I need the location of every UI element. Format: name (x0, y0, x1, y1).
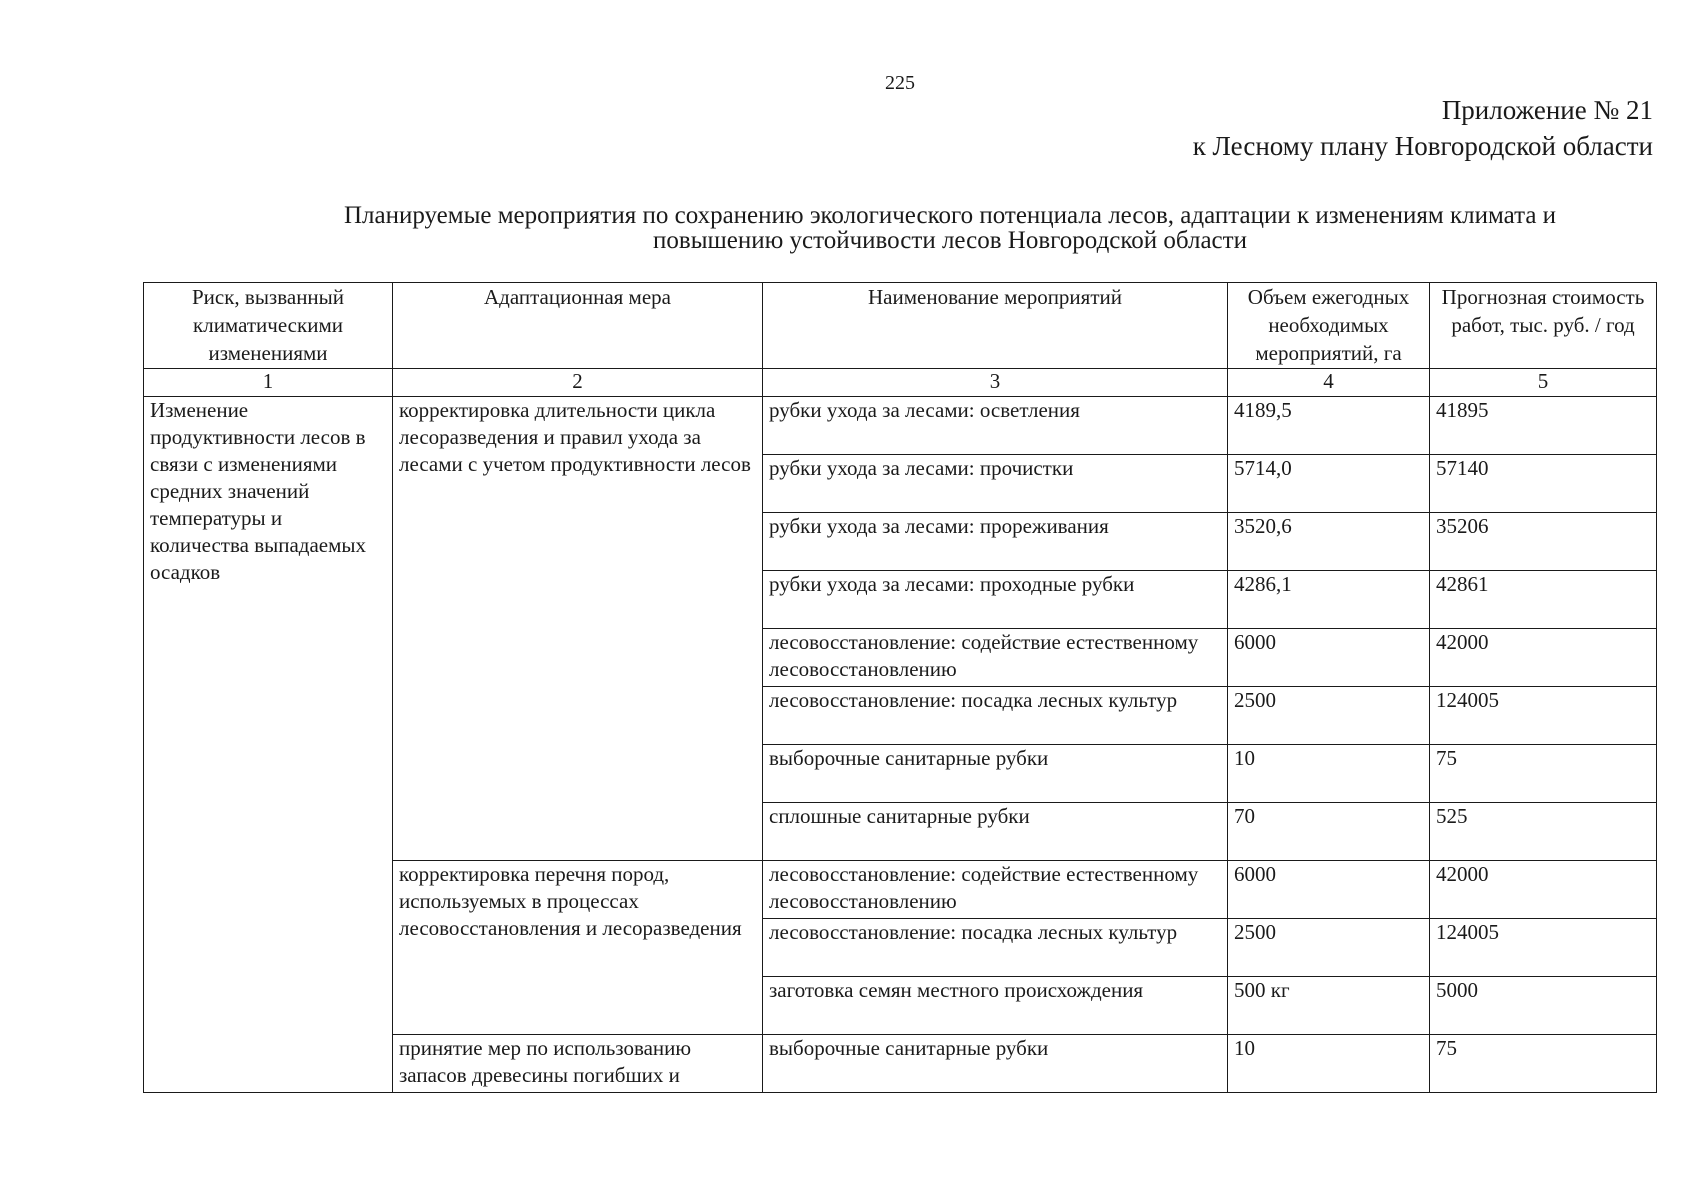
cost-cell: 5000 (1430, 977, 1657, 1035)
table-row (144, 397, 1657, 455)
volume-cell: 4286,1 (1228, 571, 1430, 629)
header-measure: Адаптационная мера (393, 283, 763, 369)
volume-cell: 500 кг (1228, 977, 1430, 1035)
measure-cell: корректировка перечня пород, используемых в процессах лесовосстановления и лесоразведения (393, 861, 763, 1035)
volume-cell: 5714,0 (1228, 455, 1430, 513)
activity-name-cell: рубки ухода за лесами: проходные рубки (763, 571, 1228, 629)
page-number: 225 (885, 72, 915, 94)
volume-cell: 2500 (1228, 687, 1430, 745)
cost-cell: 42000 (1430, 861, 1657, 919)
column-number-row (144, 369, 1657, 397)
volume-cell: 6000 (1228, 861, 1430, 919)
cost-cell: 75 (1430, 745, 1657, 803)
measure-cell: принятие мер по использованию запасов древесины погибших и (393, 1035, 763, 1093)
appendix-number: Приложение № 21 (1441, 95, 1653, 125)
activity-name-cell: лесовосстановление: содействие естественному лесовосстановлению (763, 629, 1228, 687)
cost-cell: 41895 (1430, 397, 1657, 455)
activity-name-cell: рубки ухода за лесами: прочистки (763, 455, 1228, 513)
column-number: 4 (1228, 369, 1430, 397)
volume-cell: 4189,5 (1228, 397, 1430, 455)
appendix-header (1193, 92, 1653, 164)
cost-cell: 124005 (1430, 919, 1657, 977)
column-number: 5 (1430, 369, 1657, 397)
table-header-row (144, 283, 1657, 369)
activity-name-cell: рубки ухода за лесами: осветления (763, 397, 1228, 455)
cost-cell: 42861 (1430, 571, 1657, 629)
header-volume: Объем ежегодных необходимых мероприятий, га (1228, 283, 1430, 369)
risk-cell: Изменение продуктивности лесов в связи с изменениями средних значений температуры и количества выпадаемых осадков (144, 397, 393, 1093)
volume-cell: 2500 (1228, 919, 1430, 977)
activity-name-cell: лесовосстановление: содействие естественному лесовосстановлению (763, 861, 1228, 919)
activity-name-cell: лесовосстановление: посадка лесных культур (763, 687, 1228, 745)
measures-table (143, 282, 1657, 1093)
cost-cell: 57140 (1430, 455, 1657, 513)
header-risk: Риск, вызванный климатическими изменениями (144, 283, 393, 369)
volume-cell: 6000 (1228, 629, 1430, 687)
header-activity-name: Наименование мероприятий (763, 283, 1228, 369)
volume-cell: 3520,6 (1228, 513, 1430, 571)
column-number: 3 (763, 369, 1228, 397)
column-number: 1 (144, 369, 393, 397)
activity-name-cell: выборочные санитарные рубки (763, 1035, 1228, 1093)
volume-cell: 10 (1228, 1035, 1430, 1093)
document-title (200, 203, 1697, 253)
activity-name-cell: выборочные санитарные рубки (763, 745, 1228, 803)
activity-name-cell: рубки ухода за лесами: прореживания (763, 513, 1228, 571)
volume-cell: 10 (1228, 745, 1430, 803)
cost-cell: 42000 (1430, 629, 1657, 687)
document-title-line-2: повышению устойчивости лесов Новгородской области (653, 227, 1247, 254)
appendix-reference: к Лесному плану Новгородской области (1192, 131, 1653, 161)
cost-cell: 75 (1430, 1035, 1657, 1093)
activity-name-cell: заготовка семян местного происхождения (763, 977, 1228, 1035)
measure-cell: корректировка длительности цикла лесоразведения и правил ухода за лесами с учетом продуктивности лесов (393, 397, 763, 861)
cost-cell: 525 (1430, 803, 1657, 861)
document-title-line-1: Планируемые мероприятия по сохранению экологического потенциала лесов, адаптации к изменениям климата и (343, 202, 1557, 229)
activity-name-cell: лесовосстановление: посадка лесных культур (763, 919, 1228, 977)
header-cost: Прогнозная стоимость работ, тыс. руб. / год (1430, 283, 1657, 369)
column-number: 2 (393, 369, 763, 397)
cost-cell: 124005 (1430, 687, 1657, 745)
activity-name-cell: сплошные санитарные рубки (763, 803, 1228, 861)
volume-cell: 70 (1228, 803, 1430, 861)
cost-cell: 35206 (1430, 513, 1657, 571)
